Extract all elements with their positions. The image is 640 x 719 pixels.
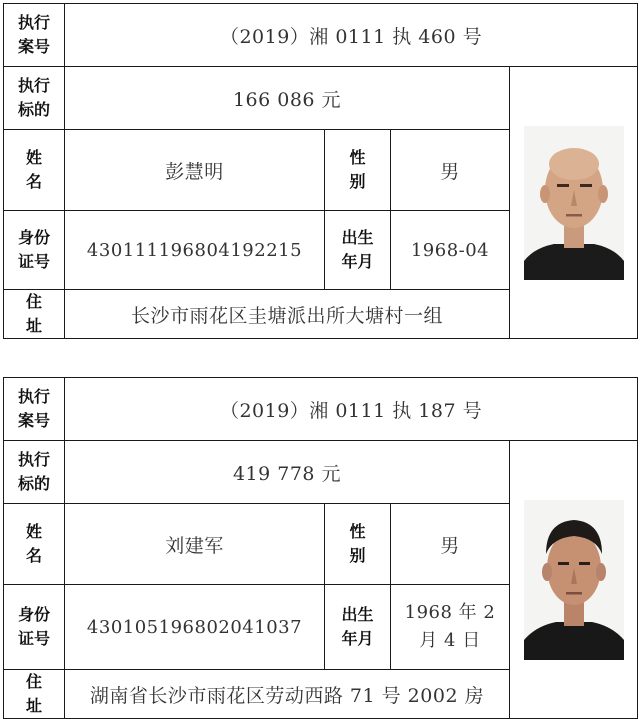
id-number-value: 430105196802041037	[65, 585, 325, 670]
birth-label: 出生 年月	[325, 211, 391, 290]
case-number-label: 执行 案号	[4, 4, 65, 67]
address-value: 湖南省长沙市雨花区劳动西路 71 号 2002 房	[65, 670, 510, 719]
person-photo-cell	[510, 441, 638, 719]
amount-value: 166 086 元	[65, 67, 510, 130]
gender-label: 性 别	[325, 504, 391, 585]
address-value: 长沙市雨花区圭塘派出所大塘村一组	[65, 290, 510, 339]
person-photo-cell	[510, 67, 638, 339]
id-number-label: 身份 证号	[4, 585, 65, 670]
id-number-value: 430111196804192215	[65, 211, 325, 290]
id-number-label: 身份 证号	[4, 211, 65, 290]
amount-label: 执行 标的	[4, 67, 65, 130]
person-photo-2	[524, 500, 624, 660]
record-card-1	[3, 3, 638, 339]
gender-value: 男	[391, 504, 510, 585]
gender-value: 男	[391, 130, 510, 211]
birth-value: 1968 年 2 月 4 日	[391, 585, 510, 670]
case-number-label: 执行 案号	[4, 378, 65, 441]
name-label: 姓 名	[4, 504, 65, 585]
name-label: 姓 名	[4, 130, 65, 211]
address-label: 住 址	[4, 290, 65, 339]
record-card-2	[3, 377, 638, 719]
gender-label: 性 别	[325, 130, 391, 211]
name-value: 刘建军	[65, 504, 325, 585]
address-label: 住 址	[4, 670, 65, 719]
birth-label: 出生 年月	[325, 585, 391, 670]
case-number-value: （2019）湘 0111 执 187 号	[65, 378, 638, 441]
name-value: 彭慧明	[65, 130, 325, 211]
amount-label: 执行 标的	[4, 441, 65, 504]
case-number-value: （2019）湘 0111 执 460 号	[65, 4, 638, 67]
amount-value: 419 778 元	[65, 441, 510, 504]
birth-value: 1968-04	[391, 211, 510, 290]
person-photo-1	[524, 126, 624, 280]
